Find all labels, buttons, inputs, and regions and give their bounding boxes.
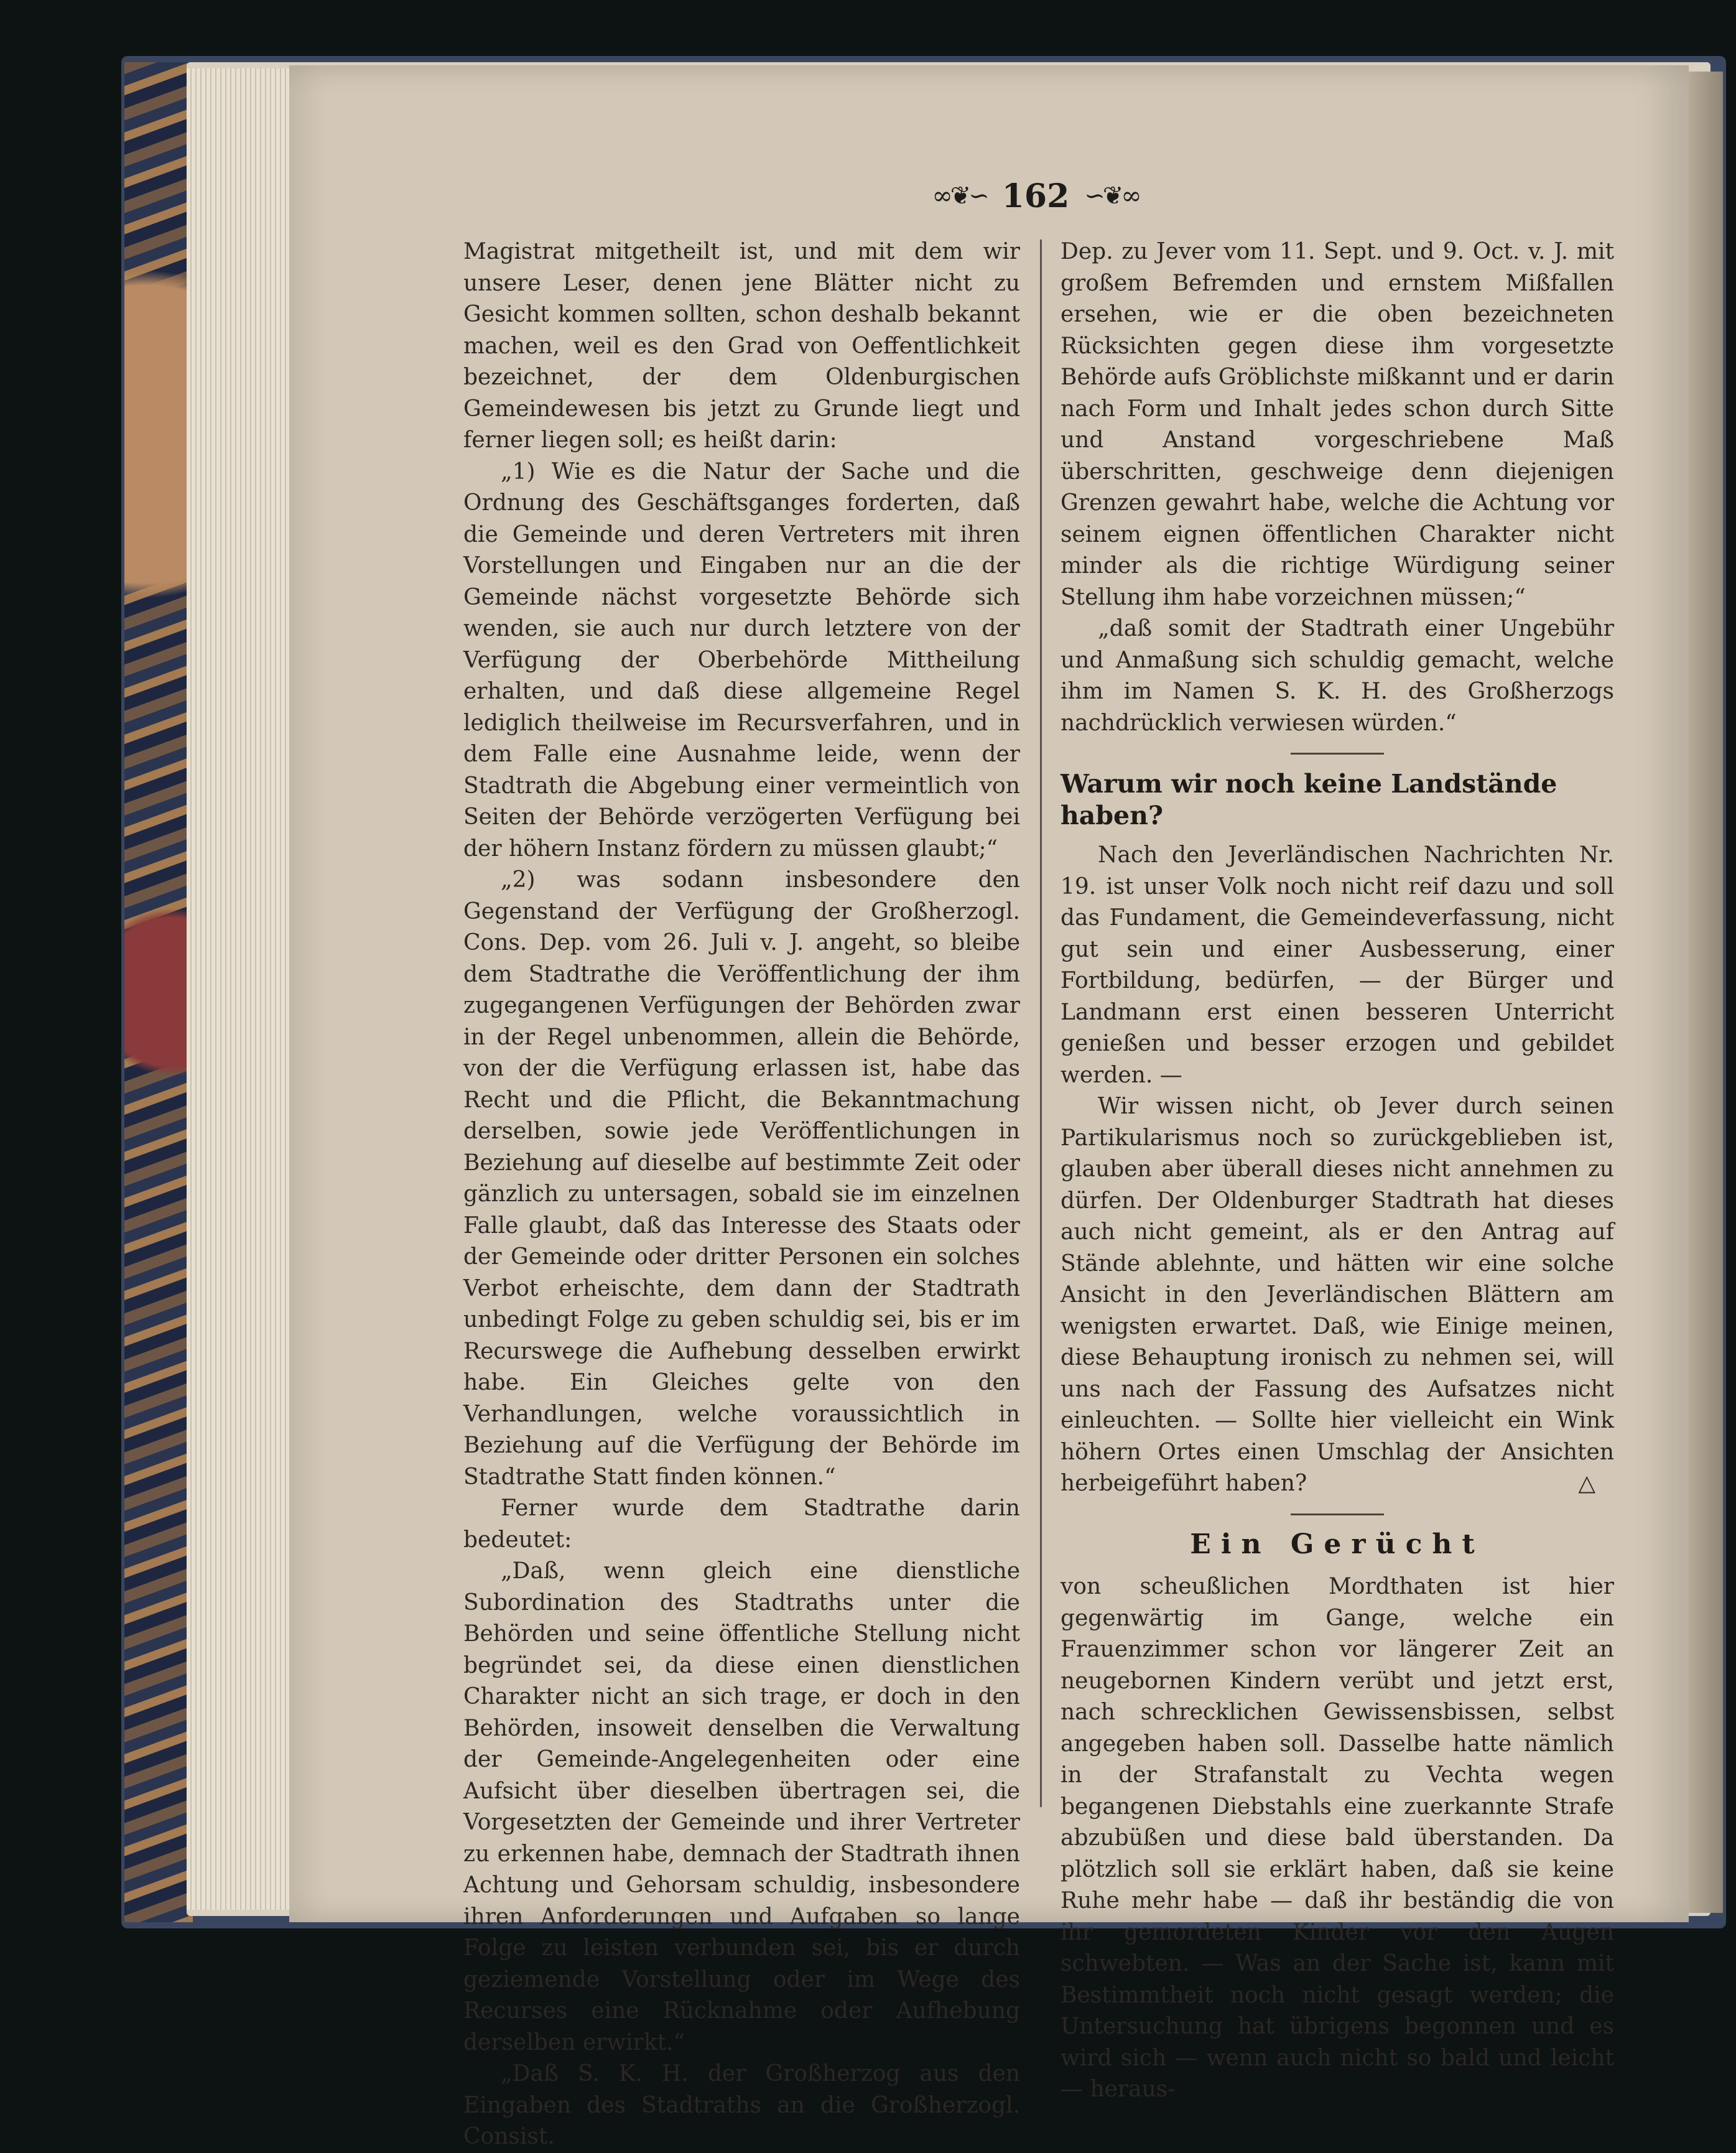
page-number: 162: [1001, 177, 1070, 215]
paragraph: von scheußlichen Mordthaten ist hier gegenwärtig im Gange, welche ein Frauenzimmer schon vor längerer Zeit an neugebornen Kindern verübt und jetzt erst, nach schrecklichen Gewissensbissen, selbst angegeben haben soll. Dasselbe hatte nämlich in der Strafanstalt zu Vechta wegen begangenen Diebstahls eine zuerkannte Strafe abzubüßen und diese bald überstanden. Da plötzlich soll sie erklärt haben, daß sie keine Ruhe mehr habe — daß ihr beständig die von ihr gemordeten Kinder vor den Augen schwebten. — Was an der Sache ist, kann mit Bestimmtheit noch nicht gesagt werden; die Untersuchung hat übrigens begonnen und es wird sich — wenn auch nicht so bald und leicht — heraus-: [1061, 1574, 1614, 2102]
column-divider: [1040, 239, 1042, 1807]
paragraph: „daß somit der Stadtrath einer Ungebühr und Anmaßung sich schuldig gemacht, welche ihm im Namen S. K. H. des Großherzogs nachdrücklich verwiesen würden.“: [1061, 616, 1614, 736]
page-fold: [1689, 72, 1723, 1913]
ornament-right-icon: ∽❦∞: [1084, 182, 1140, 210]
article-heading: Warum wir noch keine Landstände haben?: [1061, 769, 1557, 830]
left-column: [463, 236, 1020, 2153]
right-column: [1061, 236, 1614, 2106]
end-mark: △: [1578, 1471, 1595, 1496]
paragraph: Dep. zu Jever vom 11. Sept. und 9. Oct. v. J. mit großem Befremden und ernstem Mißfallen ersehen, wie er die oben bezeichneten Rücksichten gegen diese ihm vorgesetzte Behörde aufs Gröblichste mißkannt und er darin nach Form und Inhalt jedes schon durch Sitte und Anstand vorgeschriebene Maß überschritten, geschweige denn diejenigen Grenzen gewahrt habe, welche die Achtung vor seinem eignen öffentlichen Charakter nicht minder als die richtige Würdigung seiner Stellung ihm habe vorzeichnen müssen;“: [1061, 239, 1614, 610]
page-edges: [187, 68, 292, 1910]
paragraph-text: Wir wissen nicht, ob Jever durch seinen Partikularismus noch so zurückgeblieben ist, glauben aber überall dieses nicht annehmen zu dürfen. Der Oldenburger Stadtrath hat dieses auch nicht gemeint, als er den Antrag auf Stände ablehnte, und hätten wir eine solche Ansicht in den Jeverländischen Blättern am wenigsten erwartet. Daß, wie Einige meinen, diese Behauptung ironisch zu nehmen sei, will uns nach der Fassung des Aufsatzes nicht einleuchten. — Sollte hier vielleicht ein Wink höhern Ortes einen Umschlag der Ansichten herbeigeführt haben?: [1061, 1094, 1614, 1496]
paragraph: Magistrat mitgetheilt ist, und mit dem wir unsere Leser, denen jene Blätter nicht zu Gesicht kommen sollten, schon deshalb bekannt machen, weil es den Grad von Oeffentlichkeit bezeichnet, der dem Oldenburgischen Gemeindewesen bis jetzt zu Grunde liegt und ferner liegen soll; es heißt darin:: [463, 239, 1020, 453]
marbled-cover-edge: [124, 62, 193, 1922]
page-header: [896, 174, 1176, 218]
article-heading: Ein Gerücht: [1190, 1528, 1485, 1560]
section-divider: [1291, 1514, 1384, 1515]
paragraph: Ferner wurde dem Stadtrathe darin bedeutet:: [463, 1495, 1020, 1553]
paragraph: „Daß, wenn gleich eine dienstliche Subordination des Stadtraths unter die Behörden und seine öffentliche Stellung nicht begründet sei, da diese einen dienstlichen Charakter nicht an sich trage, er doch in den Behörden, insoweit denselben die Verwaltung der Gemeinde-Angelegenheiten oder eine Aufsicht über dieselben übertragen sei, die Vorgesetzten der Gemeinde und ihrer Vertreter zu erkennen habe, demnach der Stadtrath ihnen Achtung und Gehorsam schuldig, insbesondere ihren Anforderungen und Aufgaben so lange Folge zu leisten verbunden sei, bis er durch geziemende Vorstellung oder im Wege des Recurses eine Rücknahme oder Aufhebung derselben erwirkt.“: [463, 1558, 1020, 2055]
paragraph: [1061, 1091, 1614, 1500]
paragraph: „Daß S. K. H. der Großherzog aus den Eingaben des Stadtraths an die Großherzogl. Consist.: [463, 2061, 1020, 2149]
paragraph: „2) was sodann insbesondere den Gegenstand der Verfügung der Großherzogl. Cons. Dep. vom 26. Juli v. J. angeht, so bleibe dem Stadtrathe die Veröffentlichung der ihm zugegangenen Verfügungen der Behörden zwar in der Regel unbenommen, allein die Behörde, von der die Verfügung erlassen ist, habe das Recht und die Pflicht, die Bekanntmachung derselben, sowie jede Veröffentlichungen in Beziehung auf dieselbe auf bestimmte Zeit oder gänzlich zu untersagen, sobald sie im einzelnen Falle glaubt, daß das Interesse des Staats oder der Gemeinde oder dritter Personen ein solches Verbot erheischte, dem dann der Stadtrath unbedingt Folge zu geben schuldig sei, bis er im Recurswege die Aufhebung desselben erwirkt habe. Ein Gleiches gelte von den Verhandlungen, welche voraussichtlich in Beziehung auf die Verfügung der Behörde im Stadtrathe Statt finden können.“: [463, 867, 1020, 1490]
ornament-left-icon: ∞❦∽: [932, 182, 987, 210]
paragraph: Nach den Jeverländischen Nachrichten Nr. 19. ist unser Volk noch nicht reif dazu und soll das Fundament, die Gemeindeverfassung, nicht gut sein und einer Ausbesserung, einer Fortbildung, bedürfen, — der Bürger und Landmann erst einen besseren Unterricht genießen und besser erzogen und gebildet werden. —: [1061, 842, 1614, 1088]
paragraph: „1) Wie es die Natur der Sache und die Ordnung des Geschäftsganges forderten, daß die Gemeinde und deren Vertreters mit ihren Vorstellungen und Eingaben nur an die der Gemeinde nächst vorgesetzte Behörde sich wenden, sie auch nur durch letztere von der Verfügung der Oberbehörde Mittheilung erhalten, und daß diese allgemeine Regel lediglich theilweise im Recursverfahren, und in dem Falle eine Ausnahme leide, wenn der Stadtrath die Abgebung einer vermeintlich von Seiten der Behörde verzögerten Verfügung bei der höhern Instanz fördern zu müssen glaubt;“: [463, 458, 1020, 862]
section-divider: [1291, 753, 1384, 755]
